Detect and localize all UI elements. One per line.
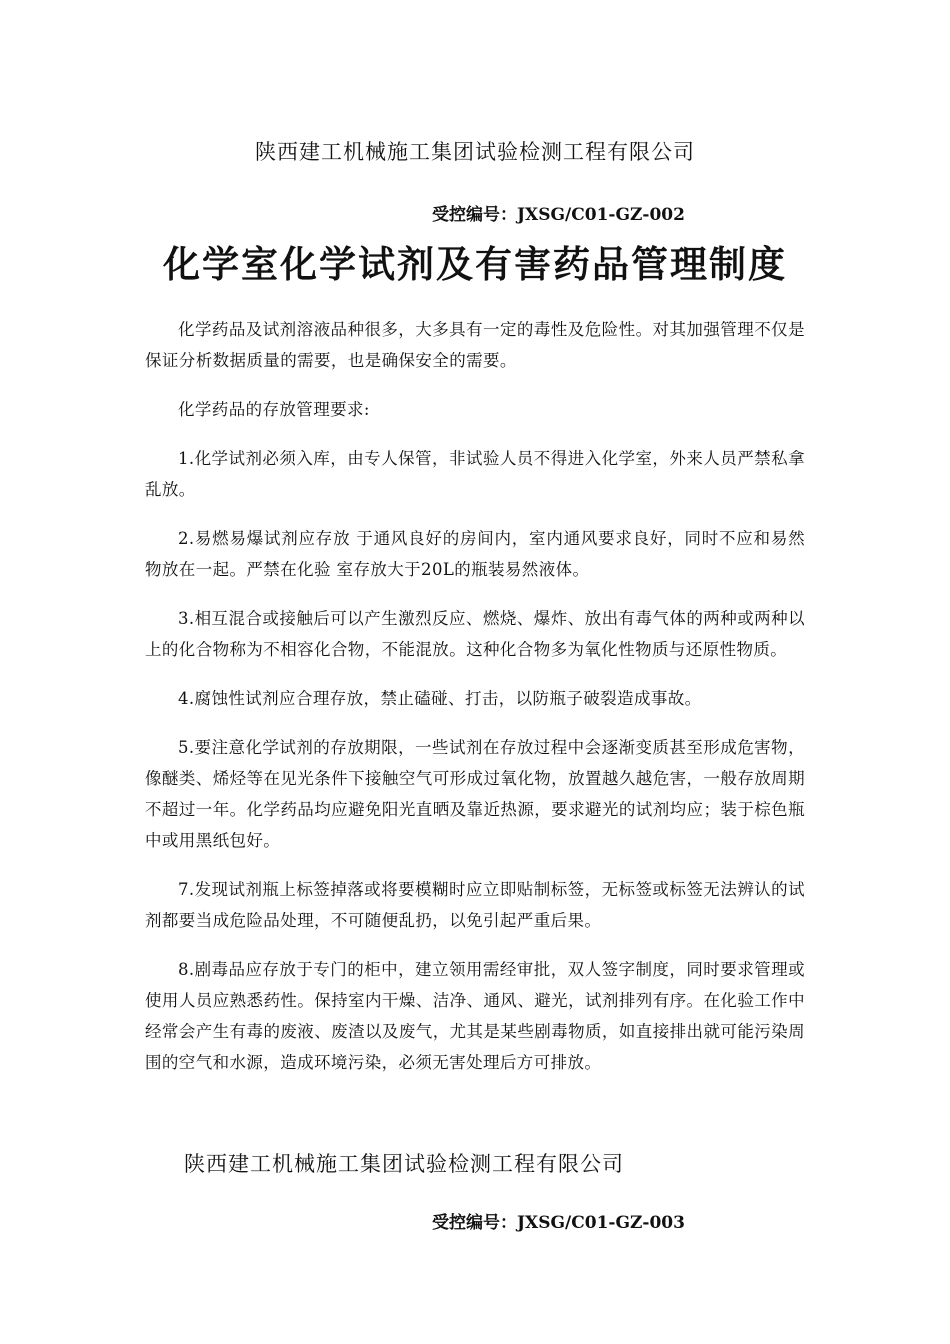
rule-item-7: 7.发现试剂瓶上标签掉落或将要模糊时应立即贴制标签，无标签或标签无法辨认的试剂都要当成危险品处理，不可随便乱扔，以免引起严重后果。 [145,880,805,930]
document-body [145,314,805,1096]
rule-item-3: 3.相互混合或接触后可以产生激烈反应、燃烧、爆炸、放出有毒气体的两种或两种以上的化合物称为不相容化合物，不能混放。这种化合物多为氧化性物质与还原性物质。 [145,609,805,659]
document-title: 化学室化学试剂及有害药品管理制度 [163,242,787,286]
control-number-footer: 受控编号：JXSG/C01-GZ-003 [432,1213,685,1233]
rule-item-2: 2.易燃易爆试剂应存放 于通风良好的房间内，室内通风要求良好，同时不应和易然物放在一起。严禁在化验 室存放大于20L的瓶装易然液体。 [145,529,805,579]
company-name-footer: 陕西建工机械施工集团试验检测工程有限公司 [184,1152,624,1176]
section-heading: 化学药品的存放管理要求: [178,400,370,419]
company-name-header: 陕西建工机械施工集团试验检测工程有限公司 [255,140,695,164]
rule-item-1: 1.化学试剂必须入库，由专人保管，非试验人员不得进入化学室，外来人员严禁私拿乱放。 [145,449,805,499]
control-number: 受控编号：JXSG/C01-GZ-002 [432,205,685,225]
rule-item-5: 5.要注意化学试剂的存放期限，一些试剂在存放过程中会逐渐变质甚至形成危害物，像醚类、烯烃等在见光条件下接触空气可形成过氧化物，放置越久越危害，一般存放周期不超过一年。化学药品均应避免阳光直晒及靠近热源，要求避光的试剂均应；装于棕色瓶中或用黑纸包好。 [145,738,805,850]
rule-item-8: 8.剧毒品应存放于专门的柜中，建立领用需经审批，双人签字制度，同时要求管理或使用人员应熟悉药性。保持室内干燥、洁净、通风、避光，试剂排列有序。在化验工作中经常会产生有毒的废液、废渣以及废气，尤其是某些剧毒物质，如直接排出就可能污染周围的空气和水源，造成环境污染，必须无害处理后方可排放。 [145,960,805,1072]
rule-item-4: 4.腐蚀性试剂应合理存放，禁止磕碰、打击，以防瓶子破裂造成事故。 [178,689,702,708]
intro-paragraph: 化学药品及试剂溶液品种很多，大多具有一定的毒性及危险性。对其加强管理不仅是保证分析数据质量的需要，也是确保安全的需要。 [145,320,805,370]
